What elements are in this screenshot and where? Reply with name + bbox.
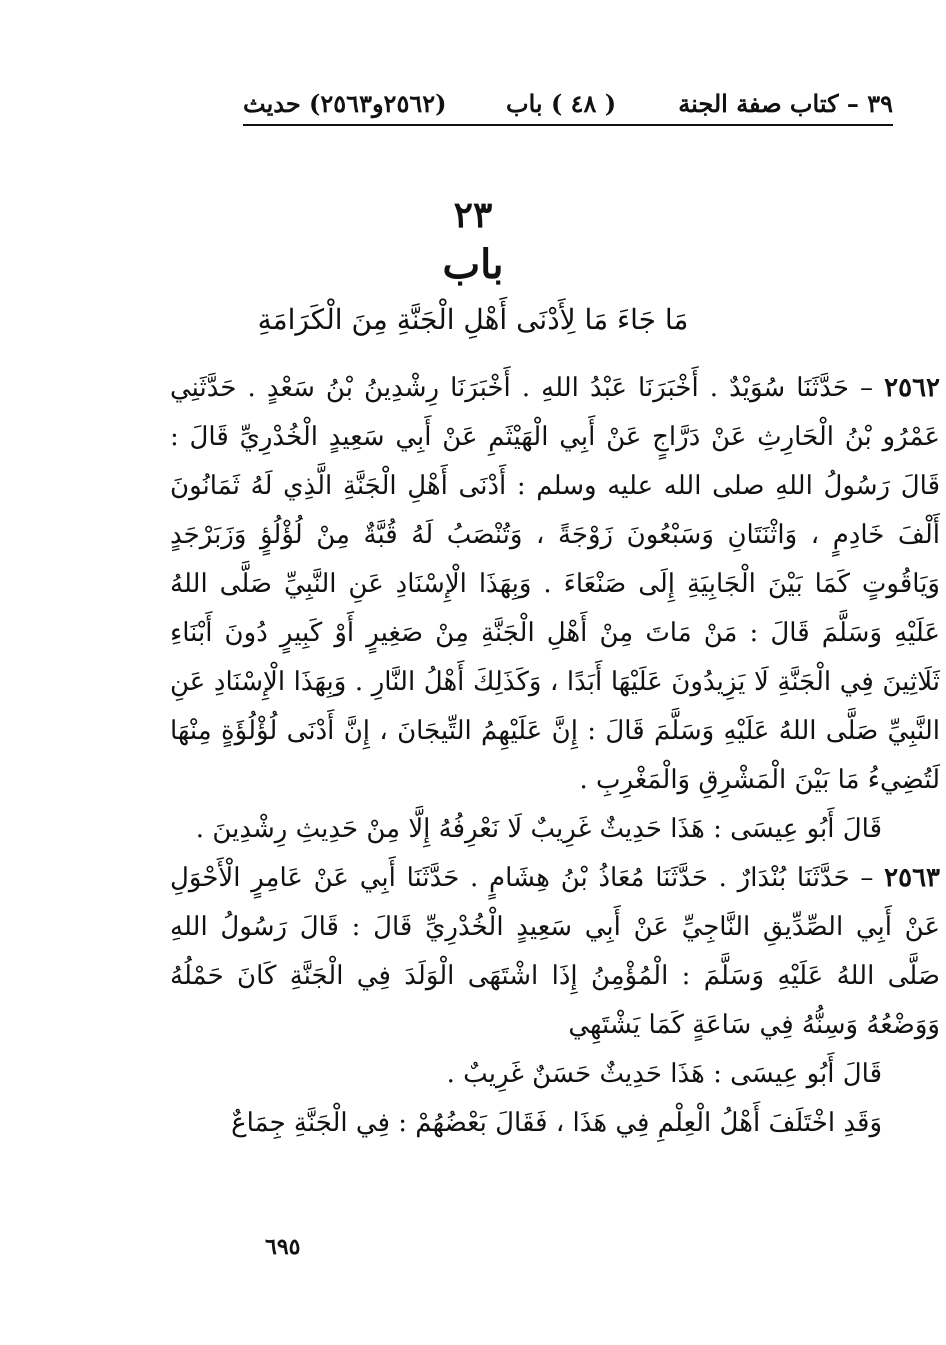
running-header [243, 86, 893, 122]
hadith-2563-comment: قَالَ أَبُو عِيسَى : هَذَا حَدِيثٌ حَسَنٌ غَرِيبٌ . [446, 1059, 882, 1089]
header-hadith-range: (٢٥٦٢و٢٥٦٣) حديث [243, 89, 447, 118]
header-rule [243, 124, 893, 126]
main-text [170, 364, 940, 1148]
closing-line: وَقَدِ اخْتَلَفَ أَهْلُ الْعِلْمِ فِي هَذَا ، فَقَالَ بَعْضُهُمْ : فِي الْجَنَّةِ جِمَاعٌ [231, 1108, 882, 1138]
hadith-2562-comment: قَالَ أَبُو عِيسَى : هَذَا حَدِيثٌ غَرِيبٌ لَا نَعْرِفُهُ إِلَّا مِنْ حَدِيثِ رِشْدِينَ . [195, 814, 882, 844]
chapter-number: ٢٣ [453, 194, 493, 236]
hadith-2563-text: – حَدَّثَنَا بُنْدَارٌ . حَدَّثَنَا مُعَاذُ بْنُ هِشَامٍ . حَدَّثَنَا أَبِي عَنْ عَامِرٍ الْأَحْوَلِ عَنْ أَبِي الصِّدِّيقِ النَّاجِيِّ عَنْ أَبِي سَعِيدٍ الْخُدْرِيِّ قَالَ : قَالَ رَسُولُ اللهِ صَلَّى اللهُ عَلَيْهِ وَسَلَّمَ : الْمُؤْمِنُ إِذَا اشْتَهَى الْوَلَدَ فِي الْجَنَّةِ كَانَ حَمْلُهُ وَوَضْعُهُ وَسِنُّهُ فِي سَاعَةٍ كَمَا يَشْتَهِي [170, 863, 940, 1040]
hadith-2562-paragraph [170, 364, 940, 805]
header-bab-number: ( ٤٨ ) باب [506, 89, 617, 118]
hadith-2563-paragraph [170, 854, 940, 1050]
hadith-number-2562: ٢٥٦٢ [884, 373, 940, 403]
page-number: ٦٩٥ [265, 1234, 301, 1260]
chapter-title: مَا جَاءَ مَا لِأَدْنَى أَهْلِ الْجَنَّةِ مِنَ الْكَرَامَةِ [257, 303, 689, 336]
bab-heading: باب [442, 241, 504, 288]
hadith-number-2563: ٢٥٦٣ [884, 863, 940, 893]
hadith-2562-text: – حَدَّثَنَا سُوَيْدٌ . أَخْبَرَنَا عَبْدُ اللهِ . أَخْبَرَنَا رِشْدِينُ بْنُ سَعْدٍ . حَدَّثَنِي عَمْرُو بْنُ الْحَارِثِ عَنْ دَرَّاجٍ عَنْ أَبِي الْهَيْثَمِ عَنْ أَبِي سَعِيدٍ الْخُدْرِيِّ قَالَ : قَالَ رَسُولُ اللهِ صلى الله عليه وسلم : أَدْنَى أَهْلِ الْجَنَّةِ الَّذِي لَهُ ثَمَانُونَ أَلْفَ خَادِمٍ ، وَاثْنَتَانِ وَسَبْعُونَ زَوْجَةً ، وَتُنْصَبُ لَهُ قُبَّةٌ مِنْ لُؤْلُؤٍ وَزَبَرْجَدٍ وَيَاقُوتٍ كَمَا بَيْنَ الْجَابِيَةِ إِلَى صَنْعَاءَ . وَبِهَذَا الْإِسْنَادِ عَنِ النَّبِيِّ صَلَّى اللهُ عَلَيْهِ وَسَلَّمَ قَالَ : مَنْ مَاتَ مِنْ أَهْلِ الْجَنَّةِ مِنْ صَغِيرٍ أَوْ كَبِيرٍ دُونَ أَبْنَاءِ ثَلَاثِينَ فِي الْجَنَّةِ لَا يَزِيدُونَ عَلَيْهَا أَبَدًا ، وَكَذَلِكَ أَهْلُ النَّارِ . وَبِهَذَا الْإِسْنَادِ عَنِ النَّبِيِّ صَلَّى اللهُ عَلَيْهِ وَسَلَّمَ قَالَ : إِنَّ عَلَيْهِمُ التِّيجَانَ ، إِنَّ أَدْنَى لُؤْلُؤَةٍ مِنْهَا لَتُضِيءُ مَا بَيْنَ الْمَشْرِقِ وَالْمَغْرِبِ . [170, 373, 941, 795]
header-book-title: ٣٩ – كتاب صفة الجنة [678, 89, 893, 118]
